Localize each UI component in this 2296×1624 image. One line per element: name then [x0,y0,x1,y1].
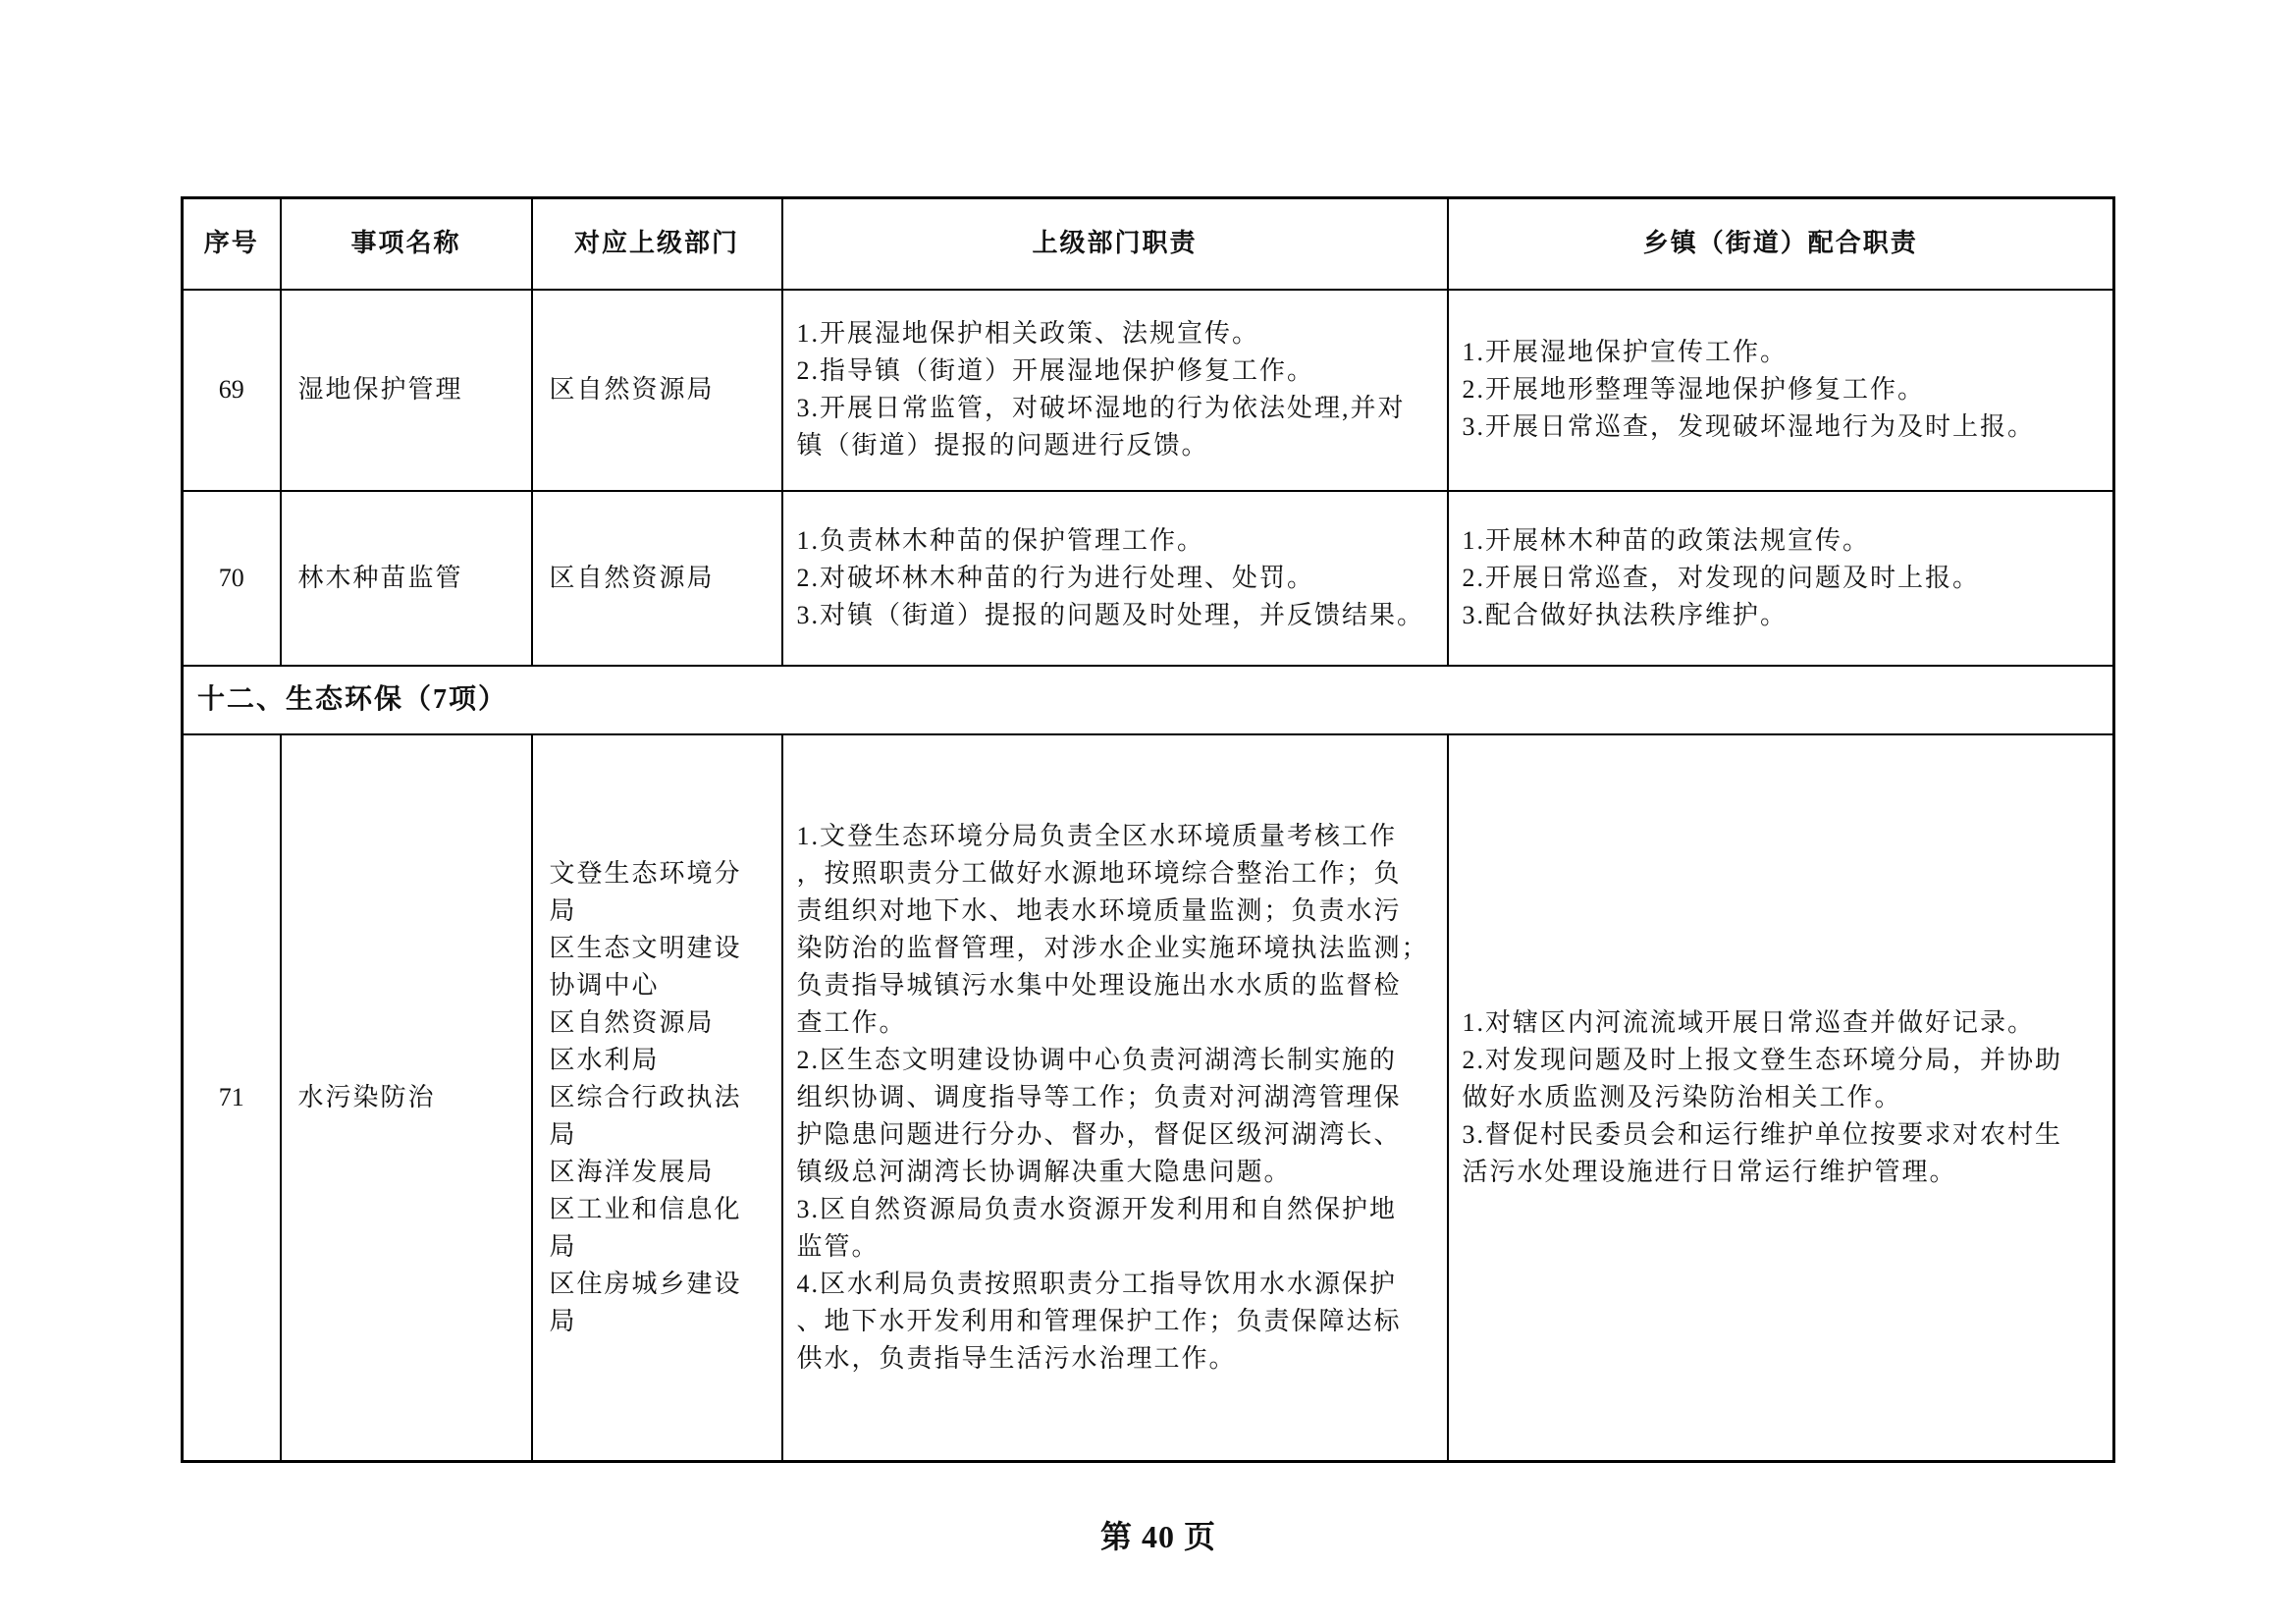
department-line: 区生态文明建设 [549,933,742,962]
department-line: 文登生态环境分 [549,858,742,888]
cell-upper-duties [782,491,1448,666]
cell-upper-department [532,290,782,491]
upper-duty-line: 镇级总河湖湾长协调解决重大隐患问题。 [796,1157,1292,1186]
cell-upper-duties [782,290,1448,491]
upper-duty-line: 1.负责林木种苗的保护管理工作。 [796,525,1205,555]
responsibility-table [181,196,2115,1463]
department-line: 局 [549,1306,577,1335]
upper-duty-line: ，按照职责分工做好水源地环境综合整治工作；负 [796,858,1402,888]
header-upper-duties: 上级部门职责 [782,198,1448,290]
upper-duty-line: 责组织对地下水、地表水环境质量监测；负责水污 [796,895,1402,925]
upper-duty-line: 镇（街道）提报的问题进行反馈。 [796,431,1209,460]
table-row [183,491,2114,666]
upper-duty-line: 组织协调、调度指导等工作；负责对河湖湾管理保 [796,1082,1402,1111]
department-line: 区综合行政执法 [549,1082,742,1111]
upper-duty-line: 1.文登生态环境分局负责全区水环境质量考核工作 [796,821,1398,850]
upper-duty-line: 负责指导城镇污水集中处理设施出水水质的监督检 [796,970,1402,1000]
department-line: 区自然资源局 [549,1007,715,1037]
upper-duty-line: 护隐患问题进行分办、督办，督促区级河湖湾长、 [796,1119,1402,1149]
town-duty-line: 1.开展湿地保护宣传工作。 [1462,338,1789,366]
upper-duty-line: 监管。 [796,1231,880,1261]
header-town-duties: 乡镇（街道）配合职责 [1448,198,2114,290]
cell-town-duties [1448,491,2114,666]
upper-duty-line: 供水，负责指导生活污水治理工作。 [796,1343,1237,1373]
upper-duty-line: 2.对破坏林木种苗的行为进行处理、处罚。 [796,563,1315,592]
page-number: 第 40 页 [1099,1519,1217,1554]
department-line: 区工业和信息化 [549,1194,742,1223]
header-no: 序号 [183,198,281,290]
department-line: 局 [549,1119,577,1149]
table-row [183,734,2114,1462]
cell-item-name: 湿地保护管理 [281,290,532,491]
town-duty-line: 2.开展地形整理等湿地保护修复工作。 [1462,375,1926,404]
table-header-row [183,198,2114,290]
town-duty-line: 1.开展林木种苗的政策法规宣传。 [1462,525,1871,555]
department-line: 协调中心 [549,970,660,1000]
town-duty-line: 3.配合做好执法秩序维护。 [1462,600,1789,629]
cell-upper-department [532,491,782,666]
department-line: 局 [549,895,577,925]
town-duty-line: 2.开展日常巡查，对发现的问题及时上报。 [1462,563,1981,592]
town-duty-line: 1.对辖区内河流流域开展日常巡查并做好记录。 [1462,1007,2036,1037]
department-line: 局 [549,1231,577,1261]
section-header-row [183,666,2114,734]
cell-town-duties [1448,734,2114,1462]
upper-duty-line: 查工作。 [796,1007,907,1037]
town-duty-line: 3.开展日常巡查，发现破坏湿地行为及时上报。 [1462,412,2036,441]
upper-duty-line: 3.开展日常监管，对破坏湿地的行为依法处理,并对 [796,394,1406,422]
upper-duty-line: 染防治的监督管理，对涉水企业实施环境执法监测； [796,933,1429,962]
cell-no: 69 [183,290,281,491]
department-line: 区水利局 [549,1045,660,1074]
department-line: 区海洋发展局 [549,1157,715,1186]
upper-duty-line: 2.区生态文明建设协调中心负责河湖湾长制实施的 [796,1045,1398,1074]
cell-item-name: 水污染防治 [281,734,532,1462]
upper-duty-line: 3.对镇（街道）提报的问题及时处理，并反馈结果。 [796,600,1425,629]
table-row [183,290,2114,491]
cell-no: 71 [183,734,281,1462]
upper-duty-line: 3.区自然资源局负责水资源开发利用和自然保护地 [796,1194,1398,1223]
cell-no: 70 [183,491,281,666]
upper-duty-line: 1.开展湿地保护相关政策、法规宣传。 [796,319,1260,348]
town-duty-line: 做好水质监测及污染防治相关工作。 [1462,1082,1902,1111]
cell-upper-duties [782,734,1448,1462]
header-item-name: 事项名称 [281,198,532,290]
section-title: 十二、生态环保（7项） [183,666,2114,734]
upper-duty-line: 、地下水开发利用和管理保护工作；负责保障达标 [796,1306,1402,1335]
town-duty-line: 3.督促村民委员会和运行维护单位按要求对农村生 [1462,1119,2063,1149]
upper-duty-line: 4.区水利局负责按照职责分工指导饮用水水源保护 [796,1269,1398,1298]
header-upper-department: 对应上级部门 [532,198,782,290]
town-duty-line: 活污水处理设施进行日常运行维护管理。 [1462,1157,1957,1186]
cell-upper-department [532,734,782,1462]
department-line: 区自然资源局 [549,375,715,404]
cell-item-name: 林木种苗监管 [281,491,532,666]
cell-town-duties [1448,290,2114,491]
upper-duty-line: 2.指导镇（街道）开展湿地保护修复工作。 [796,356,1315,385]
department-line: 区住房城乡建设 [549,1269,742,1298]
department-line: 区自然资源局 [549,563,715,592]
town-duty-line: 2.对发现问题及时上报文登生态环境分局，并协助 [1462,1045,2063,1074]
